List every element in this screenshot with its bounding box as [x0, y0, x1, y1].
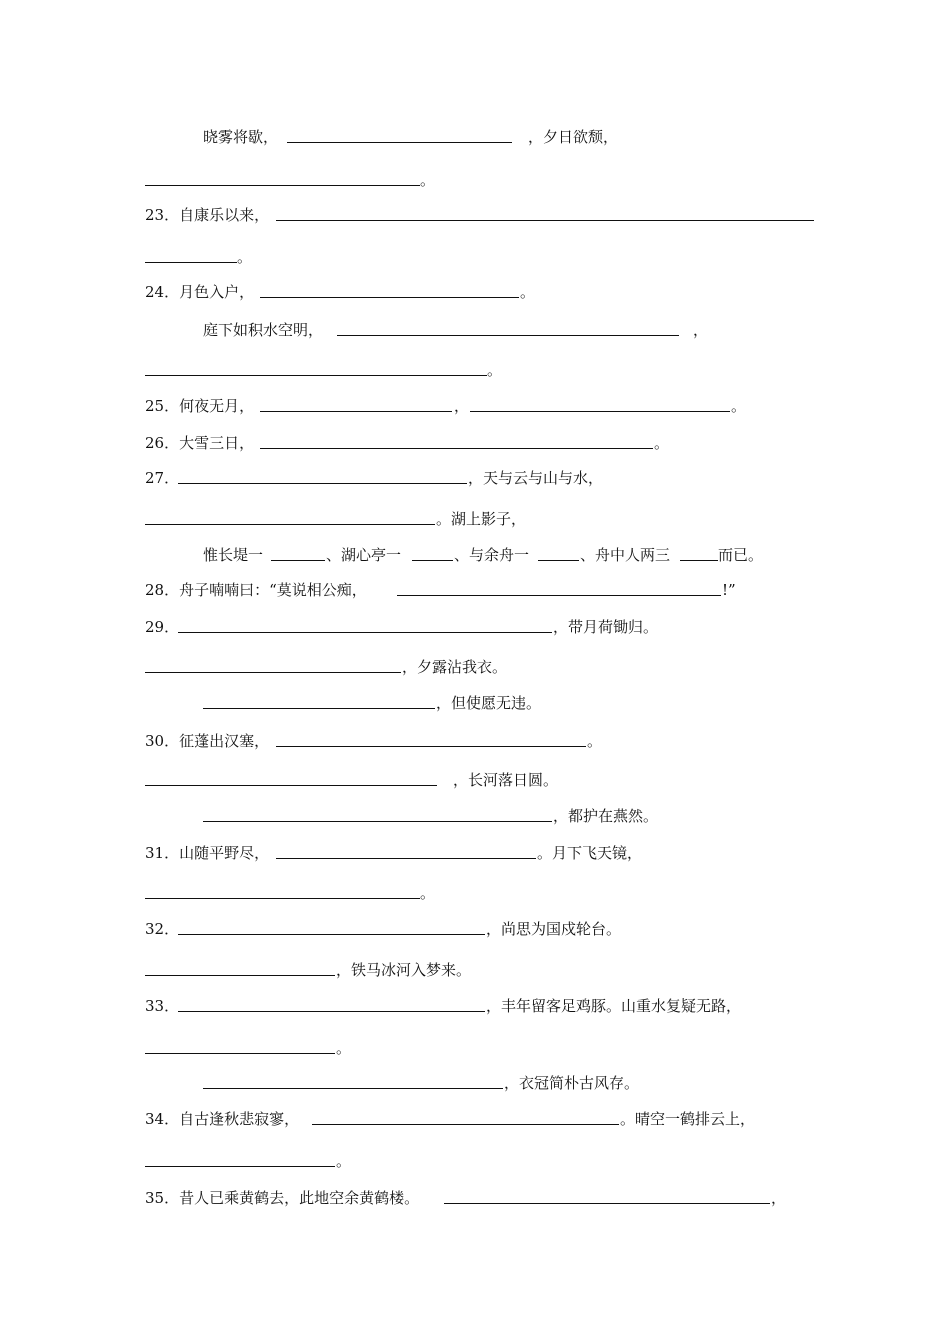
fill-blank[interactable] — [470, 411, 730, 412]
line-9 — [0, 433, 950, 453]
text-segment: ，尚思为国戍轮台。 — [486, 920, 622, 938]
text-segment: 、舟中人两三 — [580, 546, 671, 564]
fill-blank[interactable] — [260, 448, 653, 449]
fill-blank[interactable] — [287, 142, 512, 143]
text-segment: ，铁马冰河入梦来。 — [336, 961, 472, 979]
text-segment: 。 — [336, 1152, 352, 1170]
line-8 — [0, 396, 950, 416]
line-25 — [0, 1038, 950, 1058]
text-segment: 。月下飞天镜， — [537, 844, 643, 862]
fill-blank[interactable] — [271, 560, 325, 561]
text-segment: ，夕日欲颓， — [528, 128, 619, 146]
question-33: 33． — [145, 997, 180, 1015]
text-segment: 。 — [487, 361, 503, 379]
fill-blank[interactable] — [178, 1011, 485, 1012]
question-29: 29． — [145, 618, 180, 636]
text-segment: ， — [454, 397, 470, 415]
line-17 — [0, 731, 950, 751]
text-segment: 。 — [420, 171, 436, 189]
line-1 — [0, 127, 950, 147]
fill-blank[interactable] — [145, 524, 435, 525]
question-35: 35．昔人已乘黄鹤去，此地空余黄鹤楼。 — [145, 1189, 420, 1207]
fill-blank[interactable] — [145, 375, 487, 376]
fill-blank[interactable] — [444, 1203, 770, 1204]
text-segment: 而已。 — [718, 546, 764, 564]
line-18 — [0, 770, 950, 790]
question-32: 32． — [145, 920, 180, 938]
fill-blank[interactable] — [276, 220, 814, 221]
fill-blank[interactable] — [260, 411, 452, 412]
fill-blank[interactable] — [538, 560, 579, 561]
question-28: 28．舟子喃喃曰：“莫说相公痴， — [145, 581, 367, 599]
fill-blank[interactable] — [203, 708, 435, 709]
text-segment: ，带月荷锄归。 — [553, 618, 659, 636]
text-segment: 。 — [336, 1039, 352, 1057]
line-29 — [0, 1188, 950, 1208]
text-segment: ，衣冠简朴古风存。 — [504, 1074, 640, 1092]
text-segment: ，但使愿无违。 — [436, 694, 542, 712]
line-15 — [0, 657, 950, 677]
text-segment: 。 — [420, 884, 436, 902]
text-segment: !” — [722, 581, 736, 599]
text-segment: ，长河落日圆。 — [453, 771, 559, 789]
text-segment: ， — [771, 1189, 787, 1207]
line-5 — [0, 282, 950, 302]
fill-blank[interactable] — [412, 560, 453, 561]
line-7 — [0, 360, 950, 380]
line-16 — [0, 693, 950, 713]
text-segment: 。 — [587, 732, 603, 750]
text-segment: 。晴空一鹤排云上， — [620, 1110, 756, 1128]
question-34: 34．自古逢秋悲寂寥， — [145, 1110, 300, 1128]
fill-blank[interactable] — [178, 483, 467, 484]
line-20 — [0, 843, 950, 863]
line-4 — [0, 247, 950, 267]
fill-blank[interactable] — [145, 262, 237, 263]
text-segment: 。湖上影子， — [436, 510, 527, 528]
fill-blank[interactable] — [145, 1166, 335, 1167]
fill-blank[interactable] — [260, 297, 519, 298]
text-segment: 晓雾将歇， — [203, 128, 279, 146]
fill-blank[interactable] — [680, 560, 718, 561]
line-2 — [0, 170, 950, 190]
fill-blank[interactable] — [203, 821, 552, 822]
line-6 — [0, 320, 950, 340]
line-24 — [0, 996, 950, 1016]
question-23: 23．自康乐以来， — [145, 206, 270, 224]
text-segment: ，丰年留客足鸡豚。山重水复疑无路， — [486, 997, 742, 1015]
text-segment: ，天与云与山与水， — [468, 469, 604, 487]
text-segment: 。 — [731, 397, 747, 415]
question-24: 24．月色入户， — [145, 283, 255, 301]
fill-blank[interactable] — [397, 595, 721, 596]
fill-blank[interactable] — [145, 185, 420, 186]
fill-blank[interactable] — [203, 1088, 503, 1089]
text-segment: 。 — [654, 434, 670, 452]
text-segment: 。 — [237, 248, 253, 266]
text-segment: 、与余舟一 — [454, 546, 530, 564]
fill-blank[interactable] — [145, 785, 437, 786]
text-segment: ，都护在燕然。 — [553, 807, 659, 825]
line-21 — [0, 883, 950, 903]
line-10 — [0, 468, 950, 488]
fill-blank[interactable] — [145, 975, 335, 976]
text-segment: ，夕露沾我衣。 — [402, 658, 508, 676]
question-25: 25．何夜无月， — [145, 397, 255, 415]
line-22 — [0, 919, 950, 939]
fill-blank[interactable] — [276, 746, 586, 747]
fill-blank[interactable] — [337, 335, 679, 336]
line-13 — [0, 580, 950, 600]
fill-blank[interactable] — [145, 898, 420, 899]
fill-blank[interactable] — [312, 1124, 619, 1125]
text-segment: 惟长堤一 — [203, 546, 264, 564]
line-26 — [0, 1073, 950, 1093]
fill-blank[interactable] — [178, 632, 552, 633]
question-30: 30．征蓬出汉塞， — [145, 732, 270, 750]
question-27: 27． — [145, 469, 180, 487]
line-12 — [0, 545, 950, 565]
question-26: 26．大雪三日， — [145, 434, 255, 452]
line-19 — [0, 806, 950, 826]
line-14 — [0, 617, 950, 637]
line-11 — [0, 509, 950, 529]
line-28 — [0, 1151, 950, 1171]
fill-blank[interactable] — [276, 858, 536, 859]
text-segment: 庭下如积水空明， — [203, 321, 324, 339]
text-segment: ， — [693, 321, 709, 339]
line-3 — [0, 205, 950, 225]
fill-blank[interactable] — [145, 1053, 335, 1054]
question-31: 31．山随平野尽， — [145, 844, 270, 862]
text-segment: 。 — [520, 283, 536, 301]
line-27 — [0, 1109, 950, 1129]
line-23 — [0, 960, 950, 980]
fill-blank[interactable] — [178, 934, 485, 935]
fill-blank[interactable] — [145, 672, 401, 673]
text-segment: 、湖心亭一 — [326, 546, 402, 564]
